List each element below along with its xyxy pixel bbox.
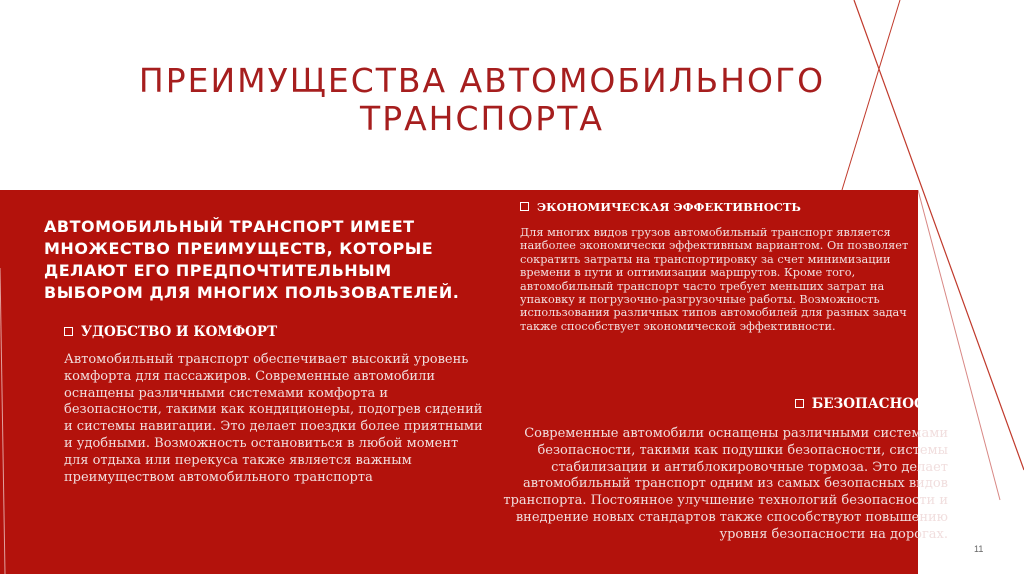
checkbox-bullet-icon — [64, 327, 73, 336]
checkbox-bullet-icon — [520, 202, 529, 211]
comfort-heading-label: УДОБСТВО И КОМФОРТ — [81, 324, 278, 340]
page-title-line-1: ПРЕИМУЩЕСТВА АВТОМОБИЛЬНОГО — [138, 61, 826, 100]
intro-text: АВТОМОБИЛЬНЫЙ ТРАНСПОРТ ИМЕЕТ МНОЖЕСТВО ПРЕИМУЩЕСТВ, КОТОРЫЕ ДЕЛАЮТ ЕГО ПРЕДПОЧТИТЕЛЬНЫМ ВЫБОРОМ ДЛЯ МНОГИХ ПОЛЬЗОВАТЕЛЕЙ. — [44, 217, 460, 302]
economy-paragraph: Для многих видов грузов автомобильный транспорт является наиболее экономически эффективным вариантом. Он позволяет сократить затраты на транспортировку за счет минимизации времени в пути и оптимизации маршрутов. Кроме того, автомобильный транспорт часто требует меньших затрат на упаковку и погрузочно-разгрузочные работы. Возможность использования различных типов автомобилей для разных задач также способствует экономической эффективности. — [520, 226, 909, 333]
economy-heading — [520, 200, 801, 214]
page-number: 11 — [974, 544, 984, 554]
comfort-heading — [64, 324, 277, 340]
checkbox-bullet-icon — [795, 399, 804, 408]
economy-heading-label: ЭКОНОМИЧЕСКАЯ ЭФФЕКТИВНОСТЬ — [537, 200, 801, 214]
safety-paragraph: Современные автомобили оснащены различными системами безопасности, такими как подушки безопасности, системы стабилизации и антиблокировочные тормоза. Это делает автомобильный транспорт одним из самых безопасных видов транспорта. Постоянное улучшение технологий безопасности и внедрение новых стандартов также способствуют повышению уровня безопасности на дорогах. — [503, 426, 948, 542]
safety-heading-label: БЕЗОПАСНОСТЬ — [811, 396, 946, 412]
page-title — [40, 62, 924, 138]
page-title-line-2: ТРАНСПОРТА — [360, 99, 604, 138]
left-diagonal-line — [0, 268, 5, 574]
safety-heading — [795, 396, 946, 412]
comfort-paragraph: Автомобильный транспорт обеспечивает высокий уровень комфорта для пассажиров. Современные автомобили оснащены различными системами комфорта и безопасности, такими как кондиционеры, подогрев сидений и системы навигации. Это делает поездки более приятными и удобными. Возможность остановиться в любой момент для отдыха или перекуса также является важным преимуществом автомобильного транспорта — [64, 352, 483, 485]
